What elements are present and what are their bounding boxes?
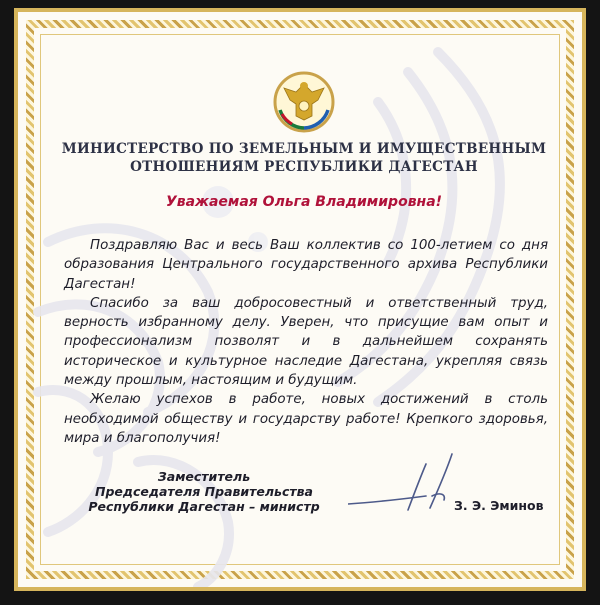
letter-page xyxy=(14,8,586,591)
signer-title xyxy=(64,469,344,514)
signer-title-line-2: Председателя Правительства xyxy=(95,484,313,499)
letter-body xyxy=(64,236,548,448)
signer-name: З. Э. Эминов xyxy=(454,498,544,513)
dagestan-emblem xyxy=(272,70,336,134)
ministry-line-2: ОТНОШЕНИЯМ РЕСПУБЛИКИ ДАГЕСТАН xyxy=(130,159,478,175)
body-paragraph-1: Поздравляю Вас и весь Ваш коллектив со 100-летием со дня образования Центрального государственного архива Республики Дагестан! xyxy=(64,238,548,292)
signer-title-line-3: Республики Дагестан – министр xyxy=(88,499,320,514)
body-paragraph-2: Спасибо за ваш добросовестный и ответственный труд, верность избранному делу. Уверен, что присущие вам опыт и профессионализм позволят и в дальнейшем сохранять историческое и культурное наследие Дагестана, укрепляя связь между прошлым, настоящим и будущим. xyxy=(64,295,548,389)
handwritten-signature xyxy=(348,452,468,522)
signer-title-line-1: Заместитель xyxy=(157,469,251,484)
ministry-heading xyxy=(18,140,586,176)
body-paragraph-3: Желаю успехов в работе, новых достижений в столь необходимой обществу и государству работе! Крепкого здоровья, мира и благополучия! xyxy=(64,392,548,446)
greeting: Уважаемая Ольга Владимировна! xyxy=(165,194,443,210)
ministry-line-1: МИНИСТЕРСТВО ПО ЗЕМЕЛЬНЫМ И ИМУЩЕСТВЕННЫМ xyxy=(61,141,547,157)
